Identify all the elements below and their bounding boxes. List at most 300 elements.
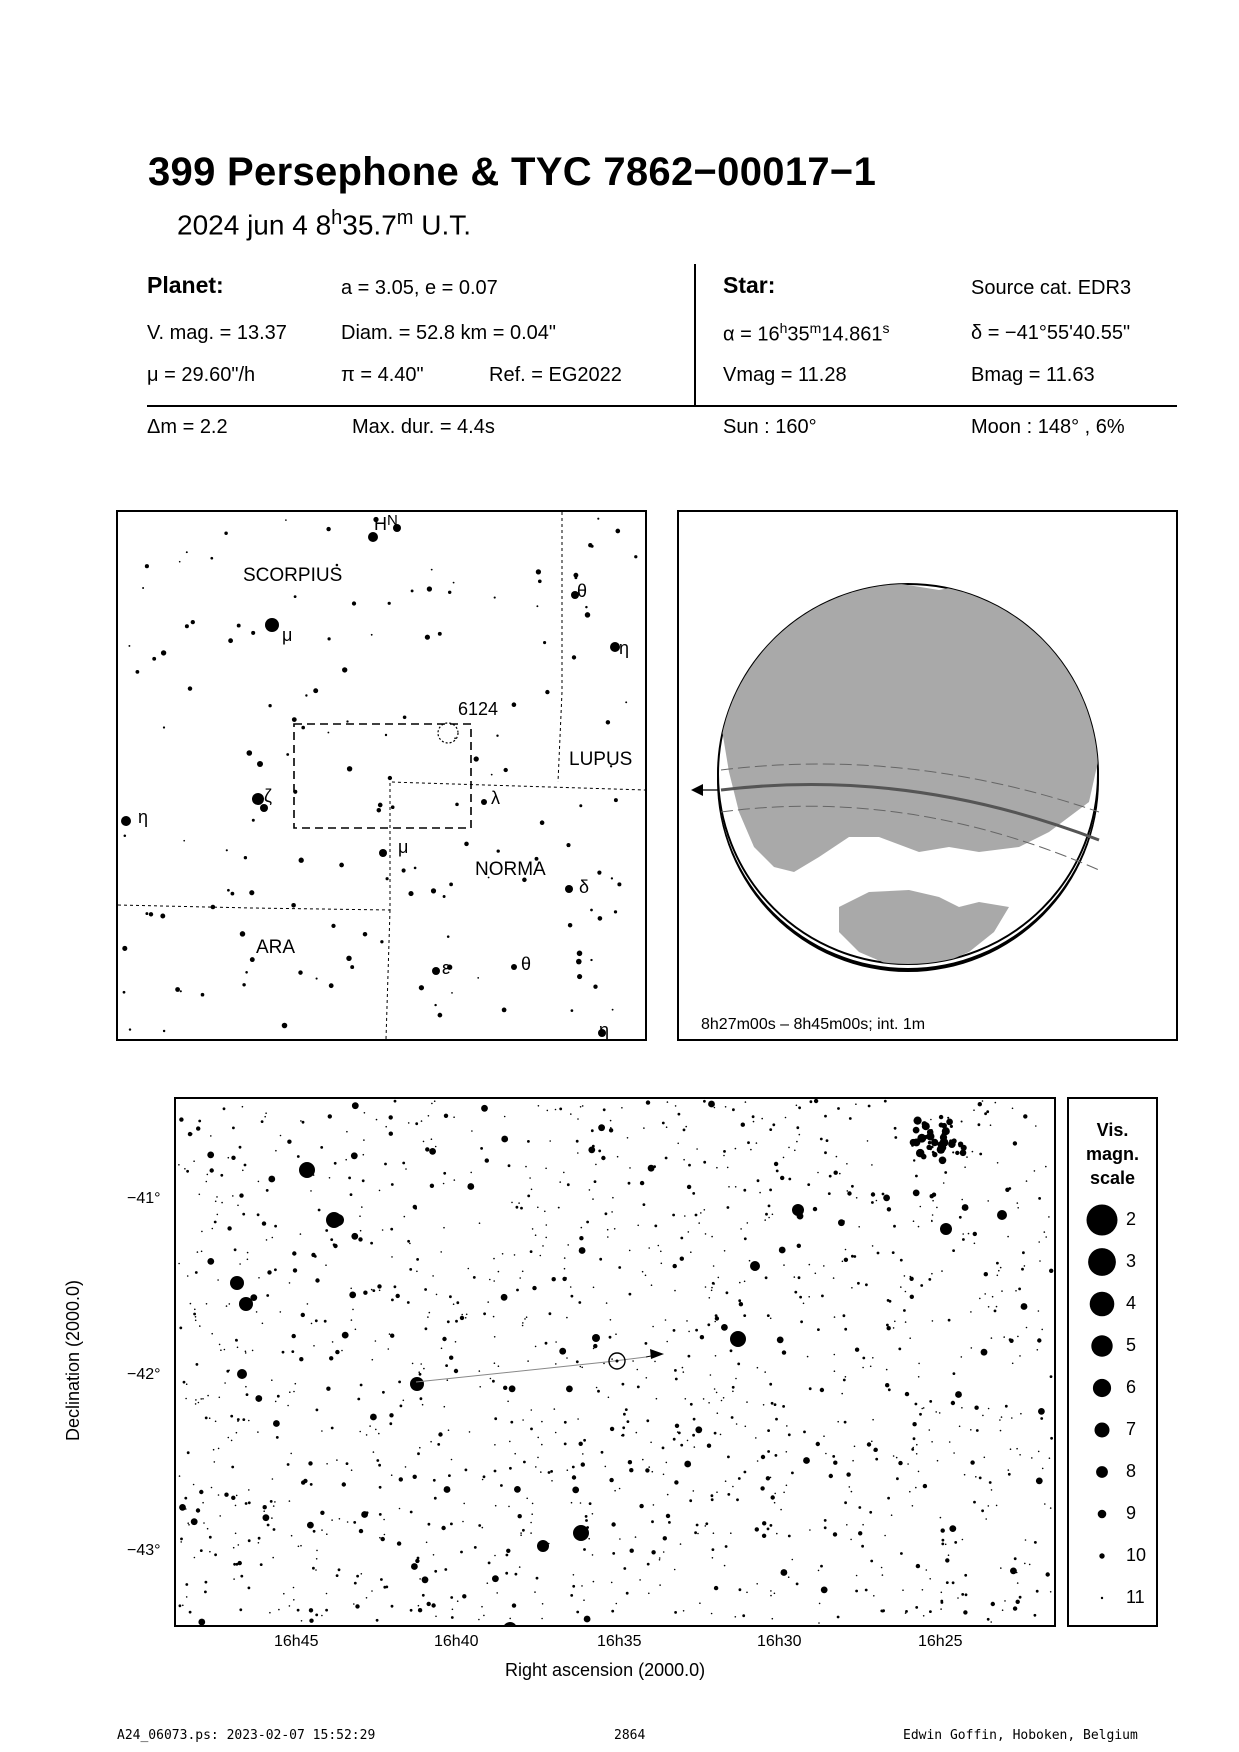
chart-star <box>1034 1170 1036 1172</box>
chart-star <box>803 1431 806 1434</box>
finder-star <box>136 670 140 674</box>
chart-star <box>480 1147 483 1150</box>
chart-star <box>411 1563 418 1570</box>
chart-star <box>445 1364 448 1367</box>
chart-star <box>774 1403 777 1406</box>
cluster-star <box>913 1127 920 1134</box>
chart-star <box>690 1403 693 1406</box>
chart-star <box>870 1560 873 1563</box>
chart-star <box>769 1128 772 1131</box>
cluster-star <box>916 1149 925 1158</box>
chart-star <box>688 1164 691 1167</box>
chart-star <box>567 1244 569 1246</box>
finder-star <box>201 993 205 997</box>
chart-star <box>821 1587 828 1594</box>
chart-star <box>653 1504 655 1506</box>
planet-motion: μ = 29.60"/h <box>147 364 256 386</box>
chart-star <box>712 1548 715 1551</box>
chart-star <box>267 1524 270 1527</box>
chart-star <box>858 1506 861 1509</box>
chart-star <box>479 1222 481 1224</box>
chart-star <box>941 1543 944 1546</box>
chart-star <box>788 1147 790 1149</box>
chart-star <box>237 1420 239 1422</box>
chart-star <box>372 1359 374 1361</box>
chart-star <box>522 1529 525 1532</box>
chart-star <box>741 1123 745 1127</box>
chart-star <box>705 1233 707 1235</box>
chart-star <box>716 1491 718 1493</box>
cluster-ngc-6124 <box>438 723 458 743</box>
chart-star <box>915 1175 918 1178</box>
finder-star <box>346 720 348 722</box>
chart-bright-star <box>237 1369 247 1379</box>
chart-star <box>800 1320 803 1323</box>
chart-star <box>346 1131 348 1133</box>
label-lupus: LUPUS <box>569 749 633 770</box>
finder-star <box>152 657 156 661</box>
finder-star <box>186 551 188 553</box>
chart-star <box>581 1585 583 1587</box>
chart-star <box>674 1290 676 1292</box>
finder-star <box>545 690 549 694</box>
chart-star <box>898 1348 901 1351</box>
chart-star <box>796 1126 799 1129</box>
chart-star <box>841 1393 843 1395</box>
chart-star <box>359 1431 361 1433</box>
chart-star <box>876 1200 878 1202</box>
ra-sec: 14.861 <box>821 323 883 346</box>
finder-star <box>451 992 453 994</box>
chart-star <box>714 1432 717 1435</box>
chart-star <box>564 1257 566 1259</box>
cluster-star <box>939 1122 944 1127</box>
cluster-star <box>932 1152 937 1157</box>
chart-star <box>198 1402 200 1404</box>
chart-star <box>514 1486 521 1493</box>
chart-star <box>662 1447 665 1450</box>
direction-arrow-icon <box>691 784 703 796</box>
chart-star <box>873 1595 875 1597</box>
finder-star <box>228 638 233 643</box>
chart-star <box>640 1181 644 1185</box>
chart-star <box>292 1334 296 1338</box>
chart-star <box>1010 1448 1012 1450</box>
chart-star <box>530 1250 533 1253</box>
chart-star <box>462 1594 466 1598</box>
chart-star <box>931 1220 933 1222</box>
chart-star <box>307 1522 314 1529</box>
chart-star <box>824 1115 827 1118</box>
chart-star <box>605 1212 608 1215</box>
label-delta-normae: δ <box>579 877 590 897</box>
chart-star <box>428 1115 430 1117</box>
chart-star <box>862 1367 864 1369</box>
chart-star <box>593 1348 595 1350</box>
chart-star <box>856 1575 858 1577</box>
chart-bright-star <box>537 1540 549 1552</box>
chart-star <box>576 1360 579 1363</box>
chart-star <box>1008 1473 1011 1476</box>
chart-star <box>792 1559 794 1561</box>
chart-star <box>207 1152 214 1159</box>
chart-star <box>437 1443 440 1446</box>
chart-star <box>316 1558 318 1560</box>
chart-star <box>826 1139 829 1142</box>
star-chart-svg <box>176 1099 1054 1625</box>
chart-star <box>774 1502 776 1504</box>
chart-star <box>1050 1375 1053 1378</box>
chart-star <box>383 1519 385 1521</box>
chart-star <box>650 1442 652 1444</box>
chart-star <box>263 1510 265 1512</box>
finder-star <box>431 569 433 571</box>
chart-star <box>770 1595 772 1597</box>
chart-star <box>545 1342 548 1345</box>
chart-star <box>366 1597 368 1599</box>
chart-star <box>494 1417 497 1420</box>
chart-star <box>468 1268 470 1270</box>
planet-header: Planet: <box>147 272 224 298</box>
chart-star <box>429 1312 431 1314</box>
chart-star <box>408 1122 410 1124</box>
chart-star <box>887 1207 891 1211</box>
chart-star <box>466 1314 468 1316</box>
chart-star <box>496 1592 498 1594</box>
chart-star <box>311 1323 313 1325</box>
chart-star <box>1014 1557 1017 1560</box>
chart-star <box>1002 1609 1004 1611</box>
chart-star <box>287 1463 290 1466</box>
finder-star <box>342 667 347 672</box>
finder-star <box>431 888 436 893</box>
chart-star <box>214 1553 217 1556</box>
chart-star <box>564 1443 567 1446</box>
chart-star-field <box>178 1099 1053 1625</box>
chart-star <box>240 1575 243 1578</box>
chart-star <box>404 1216 406 1218</box>
chart-star <box>239 1608 242 1611</box>
chart-star <box>877 1252 880 1255</box>
finder-star <box>425 635 430 640</box>
chart-star <box>272 1237 274 1239</box>
chart-star <box>571 1295 574 1298</box>
chart-star <box>522 1325 524 1327</box>
chart-star <box>482 1527 484 1529</box>
chart-star <box>563 1172 565 1174</box>
chart-star <box>310 1190 312 1192</box>
chart-star <box>450 1596 453 1599</box>
chart-star <box>233 1578 235 1580</box>
chart-star <box>308 1461 312 1465</box>
chart-star <box>809 1387 812 1390</box>
chart-star <box>579 1236 583 1240</box>
chart-star <box>341 1350 343 1352</box>
chart-star <box>979 1477 982 1480</box>
chart-star <box>405 1168 407 1170</box>
chart-star <box>293 1587 295 1589</box>
chart-star <box>961 1199 963 1201</box>
chart-star <box>427 1316 429 1318</box>
chart-star <box>654 1361 656 1363</box>
chart-star <box>1025 1539 1027 1541</box>
chart-star <box>577 1152 579 1154</box>
chart-star <box>377 1284 381 1288</box>
chart-star <box>987 1200 989 1202</box>
chart-star <box>273 1420 280 1427</box>
chart-star <box>429 1148 436 1155</box>
chart-star <box>204 1591 207 1594</box>
finder-star <box>474 756 479 761</box>
chart-star <box>932 1214 934 1216</box>
chart-star <box>991 1337 993 1339</box>
chart-star <box>382 1229 384 1231</box>
chart-star <box>677 1431 679 1433</box>
chart-star <box>209 1536 212 1539</box>
chart-star <box>391 1256 393 1258</box>
finder-named-star <box>432 967 440 975</box>
chart-star <box>962 1539 964 1541</box>
finder-star <box>145 912 148 915</box>
chart-star <box>356 1575 359 1578</box>
chart-star <box>794 1150 796 1152</box>
finder-star <box>615 529 620 534</box>
chart-star <box>973 1232 977 1236</box>
finder-star <box>598 916 603 921</box>
cluster-star <box>913 1159 915 1161</box>
globe-svg <box>679 512 1176 1039</box>
chart-star <box>226 1305 228 1307</box>
chart-star <box>277 1395 280 1398</box>
chart-star <box>258 1277 260 1279</box>
chart-star <box>289 1391 291 1393</box>
chart-star <box>948 1319 951 1322</box>
chart-star <box>1038 1197 1041 1200</box>
chart-star <box>639 1504 643 1508</box>
chart-star <box>962 1238 965 1241</box>
chart-star <box>448 1474 451 1477</box>
chart-star <box>991 1602 995 1606</box>
chart-star <box>268 1176 275 1183</box>
chart-star <box>610 1127 612 1129</box>
chart-star <box>923 1407 925 1409</box>
chart-star <box>213 1449 215 1451</box>
chart-star <box>845 1376 847 1378</box>
chart-star <box>931 1273 933 1275</box>
chart-star <box>509 1385 516 1392</box>
chart-star <box>325 1229 328 1232</box>
chart-star <box>435 1146 437 1148</box>
label-epsilon-normae: ε <box>442 958 451 978</box>
chart-star <box>502 1253 504 1255</box>
chart-star <box>769 1383 772 1386</box>
chart-star <box>726 1291 729 1294</box>
legend-mag-dot <box>1095 1423 1110 1438</box>
chart-star <box>184 1497 187 1500</box>
chart-star <box>771 1402 774 1405</box>
chart-star <box>783 1157 785 1159</box>
chart-star <box>426 1542 428 1544</box>
finder-star <box>571 1009 574 1012</box>
finder-star <box>402 868 406 872</box>
finder-star <box>634 555 637 558</box>
chart-star <box>399 1477 403 1481</box>
chart-star <box>1041 1329 1043 1331</box>
chart-star <box>326 1463 328 1465</box>
finder-star <box>145 564 149 568</box>
chart-star <box>695 1329 698 1332</box>
chart-star <box>858 1226 860 1228</box>
date-suffix: U.T. <box>413 209 471 241</box>
chart-star <box>289 1500 291 1502</box>
chart-star <box>554 1408 556 1410</box>
chart-star <box>207 1528 209 1530</box>
chart-star <box>576 1140 579 1143</box>
chart-star <box>767 1314 770 1317</box>
chart-star <box>201 1251 203 1253</box>
chart-star <box>988 1408 990 1410</box>
chart-star <box>916 1453 918 1455</box>
chart-star <box>712 1282 715 1285</box>
label-norma: NORMA <box>475 859 546 880</box>
chart-star <box>1026 1180 1028 1182</box>
chart-star <box>195 1271 198 1274</box>
chart-star <box>1029 1564 1031 1566</box>
chart-star <box>659 1557 661 1559</box>
chart-star <box>384 1163 387 1166</box>
chart-star <box>256 1311 258 1313</box>
finder-star <box>123 991 126 994</box>
chart-star <box>909 1277 913 1281</box>
chart-star <box>488 1562 491 1565</box>
finder-star <box>329 983 334 988</box>
chart-star <box>861 1545 864 1548</box>
chart-star <box>1045 1236 1047 1238</box>
planet-reference: Ref. = EG2022 <box>489 364 622 386</box>
chart-star <box>547 1110 549 1112</box>
chart-star <box>674 1569 676 1571</box>
chart-star <box>248 1489 250 1491</box>
chart-star <box>940 1517 942 1519</box>
finder-chart <box>116 510 647 1041</box>
chart-star <box>810 1100 813 1103</box>
chart-star <box>186 1383 188 1385</box>
chart-star <box>245 1351 247 1353</box>
chart-star <box>1013 1141 1017 1145</box>
chart-star <box>900 1259 903 1262</box>
chart-star <box>616 1603 618 1605</box>
chart-star <box>851 1491 853 1493</box>
chart-star <box>611 1582 613 1584</box>
chart-star <box>555 1432 557 1434</box>
chart-star <box>564 1268 566 1270</box>
chart-star <box>231 1156 235 1160</box>
chart-star <box>746 1401 748 1403</box>
chart-star <box>1007 1236 1009 1238</box>
chart-star <box>607 1229 609 1231</box>
chart-star <box>680 1543 682 1545</box>
chart-star <box>220 1349 222 1351</box>
finder-named-star <box>511 964 517 970</box>
chart-star <box>609 1336 612 1339</box>
chart-star <box>870 1366 872 1368</box>
chart-star <box>232 1127 235 1130</box>
chart-bright-star <box>592 1334 600 1342</box>
chart-star <box>639 1579 641 1581</box>
chart-star <box>966 1156 968 1158</box>
chart-star <box>333 1243 336 1246</box>
chart-star <box>907 1463 909 1465</box>
chart-star <box>260 1563 263 1566</box>
chart-star <box>884 1100 887 1103</box>
label-theta-normae: θ <box>521 954 532 974</box>
chart-star <box>372 1289 375 1292</box>
chart-star <box>611 1522 615 1526</box>
chart-star <box>471 1130 473 1132</box>
chart-star <box>929 1429 931 1431</box>
finder-star <box>191 620 195 624</box>
chart-star <box>278 1609 280 1611</box>
chart-star <box>555 1363 557 1365</box>
sun-elongation: Sun : 160° <box>723 416 817 438</box>
chart-star <box>909 1337 911 1339</box>
chart-star <box>953 1372 956 1375</box>
chart-star <box>266 1189 269 1192</box>
chart-star <box>996 1262 999 1265</box>
chart-star <box>310 1483 313 1486</box>
chart-star <box>452 1609 454 1611</box>
chart-star <box>992 1296 994 1298</box>
chart-star <box>974 1406 978 1410</box>
chart-star <box>614 1228 616 1230</box>
chart-star <box>771 1495 775 1499</box>
chart-star <box>289 1282 291 1284</box>
chart-star <box>412 1363 414 1365</box>
chart-star <box>236 1340 238 1342</box>
chart-star <box>874 1448 878 1452</box>
finder-star <box>188 686 192 690</box>
chart-star <box>939 1412 941 1414</box>
chart-star <box>857 1282 860 1285</box>
chart-star <box>597 1390 600 1393</box>
chart-star <box>261 1120 264 1123</box>
chart-star <box>675 1378 678 1381</box>
date-prefix: 2024 jun 4 8 <box>177 209 332 241</box>
chart-star <box>998 1270 1000 1272</box>
chart-star <box>839 1173 841 1175</box>
finder-star <box>313 688 318 693</box>
chart-star <box>1017 1207 1019 1209</box>
chart-star <box>258 1400 260 1402</box>
chart-star <box>697 1533 699 1535</box>
chart-star <box>359 1215 361 1217</box>
chart-star <box>199 1194 201 1196</box>
chart-star <box>645 1342 648 1345</box>
chart-star <box>501 1294 508 1301</box>
finder-star <box>299 858 304 863</box>
chart-star <box>887 1299 890 1302</box>
chart-star <box>191 1518 198 1525</box>
chart-star <box>791 1472 794 1475</box>
chart-star <box>248 1587 251 1590</box>
chart-star <box>984 1272 988 1276</box>
chart-star <box>378 1464 381 1467</box>
chart-star <box>606 1302 608 1304</box>
chart-star <box>643 1127 645 1129</box>
chart-star <box>579 1247 586 1254</box>
globe-time-caption: 8h27m00s – 8h45m00s; int. 1m <box>701 1016 926 1033</box>
chart-star <box>1046 1572 1050 1576</box>
